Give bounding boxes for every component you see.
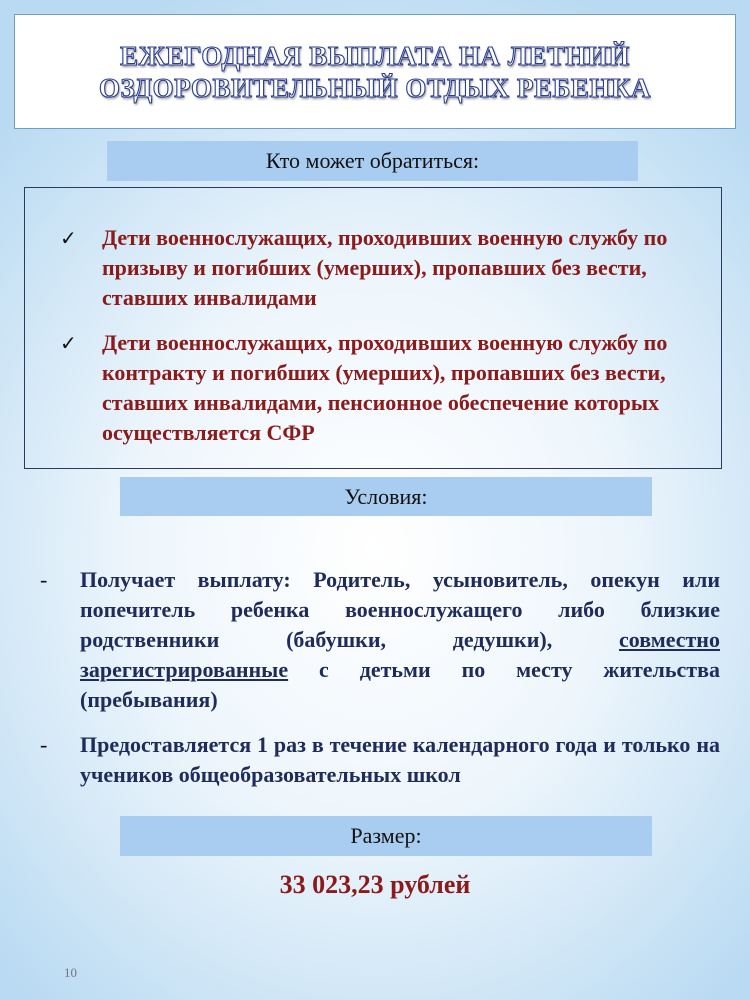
who-heading: Кто может обратиться: [265,148,480,173]
conditions-heading-bar [120,477,652,516]
who-item-1 [60,223,720,313]
condition-text-1-end: с детьми по месту жительства (пребывания) [80,657,720,712]
condition-underlined-text: совместно зарегистрированные [80,627,720,682]
conditions-heading: Условия: [344,483,428,509]
condition-text-1-start: Получает выплату: Родитель, усыновитель, опекун или попечитель ребенка военнослужащего либо близкие родственники (бабушки, дедушки), [80,567,720,652]
title-box [14,14,736,129]
checkmark-icon: ✓ [60,226,77,250]
title-line-2: ОЗДОРОВИТЕЛЬНЫЙ ОТДЫХ РЕБЕНКА [98,72,651,103]
who-heading-bar [107,141,638,181]
condition-text-1 [80,565,720,715]
condition-text-2: Предоставляется 1 раз в течение календарного года и только на учеников общеобразовательных школ [80,732,720,787]
dash-bullet: - [40,732,48,757]
title-line-1: ЕЖЕГОДНАЯ ВЫПЛАТА НА ЛЕТНИЙ [120,40,630,71]
who-item-text-1: Дети военнослужащих, проходивших военную службу по призыву и погибших (умерших), пропавших без вести, ставших инвалидами [102,225,668,310]
condition-item-2 [40,730,720,790]
page-number: 10 [64,965,77,980]
payment-amount: 33 023,23 рублей [279,870,471,899]
who-item-2 [60,328,720,448]
condition-item-1 [40,565,720,715]
dash-bullet: - [40,567,48,592]
size-heading: Размер: [350,823,422,848]
checkmark-icon: ✓ [60,331,77,355]
size-heading-bar [120,816,652,856]
who-item-text-2: Дети военнослужащих, проходивших военную службу по контракту и погибших (умерших), пропавших без вести, ставших инвалидами, пенсионное обеспечение которых осуществляется СФР [102,330,668,445]
